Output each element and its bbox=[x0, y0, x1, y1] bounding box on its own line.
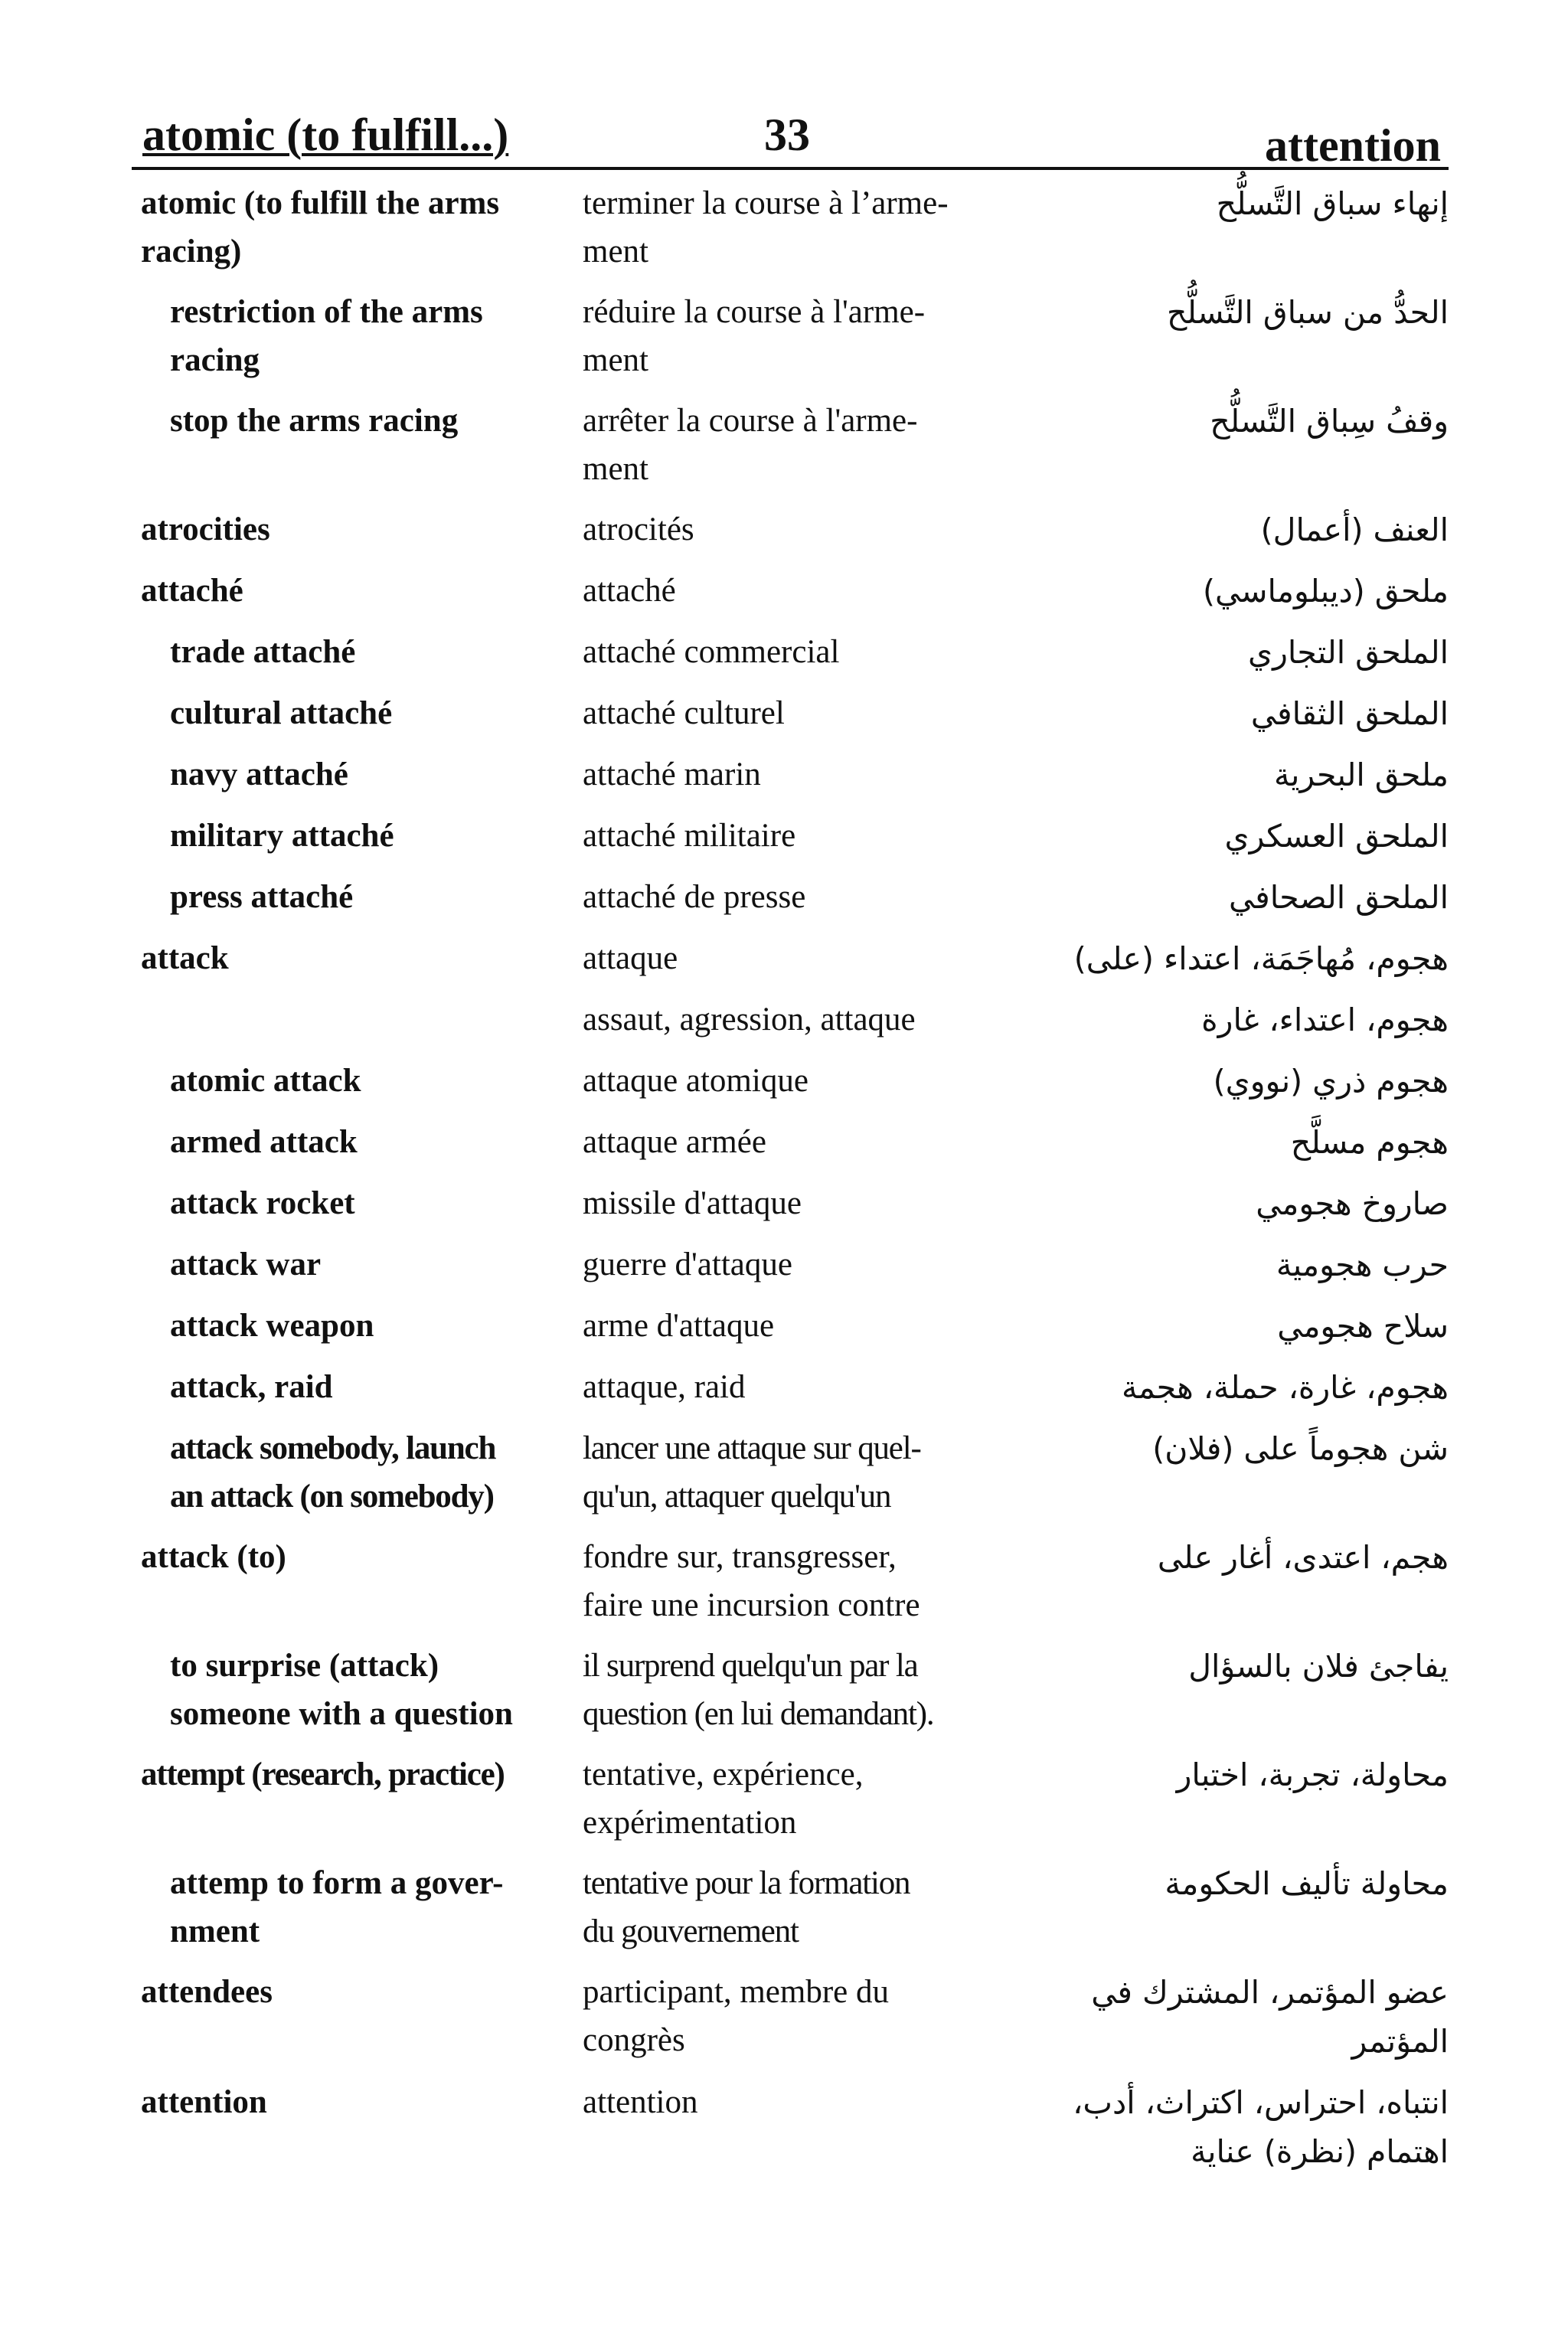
entry-arabic: ملحق (ديبلوماسي) bbox=[1203, 573, 1449, 609]
entry-arabic: هجوم، مُهاجَمَة، اعتداء (على) bbox=[1073, 940, 1449, 977]
entry-term: attaché bbox=[141, 573, 243, 609]
entry-french: arrêter la course à l'arme- ment bbox=[583, 403, 918, 487]
dictionary-subentry bbox=[132, 750, 1449, 799]
entry-french: attaché bbox=[583, 573, 676, 609]
entry-french: arme d'attaque bbox=[583, 1308, 775, 1344]
entry-french: il surprend quelqu'un par la question (en lui demandant). bbox=[583, 1648, 934, 1732]
running-header bbox=[132, 104, 1449, 170]
entry-term: cultural attaché bbox=[170, 695, 393, 731]
entry-arabic: محاولة، تجربة، اختبار bbox=[1176, 1756, 1449, 1793]
entry-arabic: شن هجوماً على (فلان) bbox=[1152, 1430, 1449, 1467]
dictionary-entry bbox=[132, 2078, 1449, 2176]
entry-french: attaché commercial bbox=[583, 634, 840, 670]
dictionary-entry bbox=[132, 567, 1449, 616]
entry-french: attaque, raid bbox=[583, 1369, 746, 1405]
dictionary-subentry bbox=[132, 288, 1449, 384]
dictionary-subentry bbox=[132, 628, 1449, 677]
entry-term: attack (to) bbox=[141, 1539, 286, 1575]
entry-arabic: الملحق الثقافي bbox=[1250, 695, 1449, 732]
entry-arabic: حرب هجومية bbox=[1276, 1247, 1449, 1283]
dictionary-entry bbox=[132, 505, 1449, 554]
dictionary-subentry bbox=[132, 1057, 1449, 1106]
header-last-guide-word: attention bbox=[1265, 120, 1441, 171]
entry-term: navy attaché bbox=[170, 756, 348, 792]
entry-arabic: هجم، اعتدى، أغار على bbox=[1157, 1539, 1449, 1576]
dictionary-subentry bbox=[132, 873, 1449, 922]
entry-term: trade attaché bbox=[170, 634, 356, 670]
entry-arabic: ملحق البحرية bbox=[1274, 756, 1449, 793]
entry-arabic: العنف (أعمال) bbox=[1260, 511, 1449, 548]
entry-arabic: الحدُّ من سباق التَّسلُّح bbox=[1166, 294, 1449, 331]
entry-arabic: الملحق العسكري bbox=[1224, 818, 1449, 855]
entry-arabic: صاروخ هجومي bbox=[1256, 1185, 1449, 1222]
entry-french: guerre d'attaque bbox=[583, 1247, 792, 1283]
dictionary-subentry bbox=[132, 1240, 1449, 1289]
entry-term: military attaché bbox=[170, 818, 394, 854]
dictionary-subentry bbox=[132, 1363, 1449, 1412]
entry-arabic: هجوم، اعتداء، غارة bbox=[1201, 1002, 1449, 1038]
entry-term: to surprise (attack) someone with a question bbox=[170, 1648, 513, 1732]
entry-term: attack bbox=[141, 940, 229, 976]
entry-arabic: انتباه، احتراس، اكتراث، أدب، اهتمام (نظرة) عناية bbox=[1073, 2084, 1449, 2170]
entry-french: missile d'attaque bbox=[583, 1185, 802, 1221]
entry-term: attempt (research, practice) bbox=[141, 1756, 505, 1792]
entry-term: stop the arms racing bbox=[170, 403, 459, 439]
entry-french: attaché culturel bbox=[583, 695, 785, 731]
entry-arabic: هجوم ذري (نووي) bbox=[1213, 1063, 1449, 1100]
entry-french: attaque bbox=[583, 940, 678, 976]
entry-arabic: الملحق التجاري bbox=[1248, 634, 1449, 671]
entry-arabic: سلاح هجومي bbox=[1277, 1308, 1449, 1345]
header-first-guide-word: atomic (to fulfill...) bbox=[142, 109, 509, 160]
dictionary-subentry bbox=[132, 689, 1449, 738]
entry-arabic: وقفُ سِباق التَّسلُّح bbox=[1210, 403, 1449, 440]
entry-french: terminer la course à l’arme- ment bbox=[583, 185, 949, 270]
entry-french: tentative, expérience, expérimentation bbox=[583, 1756, 864, 1841]
entry-french: réduire la course à l'arme- ment bbox=[583, 294, 926, 378]
dictionary-entry bbox=[132, 1750, 1449, 1847]
entry-term: attendees bbox=[141, 1974, 273, 2010]
entry-term: atomic attack bbox=[170, 1063, 361, 1099]
entry-term: attack somebody, launch an attack (on somebody) bbox=[170, 1430, 496, 1515]
entry-term: attemp to form a gover- nment bbox=[170, 1865, 504, 1949]
dictionary-subentry bbox=[132, 812, 1449, 861]
entry-term: atomic (to fulfill the arms racing) bbox=[141, 185, 500, 270]
dictionary-entries bbox=[132, 179, 1449, 2176]
page-number: 33 bbox=[764, 109, 810, 160]
dictionary-entry bbox=[132, 934, 1449, 983]
entry-term: attack, raid bbox=[170, 1369, 333, 1405]
entry-french: attaché marin bbox=[583, 756, 761, 792]
entry-term: attention bbox=[141, 2084, 267, 2120]
entry-arabic: محاولة تأليف الحكومة bbox=[1165, 1865, 1449, 1902]
dictionary-page bbox=[132, 104, 1449, 2294]
entry-french: fondre sur, transgresser, faire une incursion contre bbox=[583, 1539, 920, 1623]
dictionary-subentry bbox=[132, 1424, 1449, 1521]
entry-french: attaque atomique bbox=[583, 1063, 808, 1099]
dictionary-subentry bbox=[132, 1642, 1449, 1738]
entry-french: participant, membre du congrès bbox=[583, 1974, 889, 2058]
entry-term: restriction of the arms racing bbox=[170, 294, 483, 378]
entry-term: attack weapon bbox=[170, 1308, 374, 1344]
entry-term: press attaché bbox=[170, 879, 354, 915]
entry-french: attaque armée bbox=[583, 1124, 766, 1160]
entry-french: attaché militaire bbox=[583, 818, 796, 854]
dictionary-subentry bbox=[132, 995, 1449, 1044]
dictionary-subentry bbox=[132, 1302, 1449, 1351]
dictionary-entry bbox=[132, 1968, 1449, 2066]
entry-arabic: هجوم مسلَّح bbox=[1290, 1124, 1449, 1161]
entry-arabic: الملحق الصحافي bbox=[1228, 879, 1449, 916]
entry-term: armed attack bbox=[170, 1124, 358, 1160]
entry-french: tentative pour la formation du gouvernement bbox=[583, 1865, 910, 1949]
entry-arabic: يفاجئ فلان بالسؤال bbox=[1188, 1648, 1449, 1685]
dictionary-subentry bbox=[132, 1859, 1449, 1956]
entry-arabic: إنهاء سباق التَّسلُّح bbox=[1216, 185, 1449, 222]
entry-arabic: هجوم، غارة، حملة، هجمة bbox=[1121, 1369, 1449, 1406]
dictionary-subentry bbox=[132, 1179, 1449, 1228]
entry-term: attack rocket bbox=[170, 1185, 355, 1221]
entry-french: atrocités bbox=[583, 511, 694, 547]
entry-arabic: عضو المؤتمر، المشترك في المؤتمر bbox=[1091, 1974, 1449, 2060]
dictionary-entry bbox=[132, 1533, 1449, 1629]
entry-french: assaut, agression, attaque bbox=[583, 1002, 916, 1038]
entry-term: atrocities bbox=[141, 511, 270, 547]
entry-french: attention bbox=[583, 2084, 698, 2120]
entry-french: lancer une attaque sur quel- qu'un, attaquer quelqu'un bbox=[583, 1430, 921, 1515]
dictionary-entry bbox=[132, 179, 1449, 276]
dictionary-subentry bbox=[132, 397, 1449, 493]
entry-term: attack war bbox=[170, 1247, 322, 1283]
entry-french: attaché de presse bbox=[583, 879, 806, 915]
dictionary-subentry bbox=[132, 1118, 1449, 1167]
